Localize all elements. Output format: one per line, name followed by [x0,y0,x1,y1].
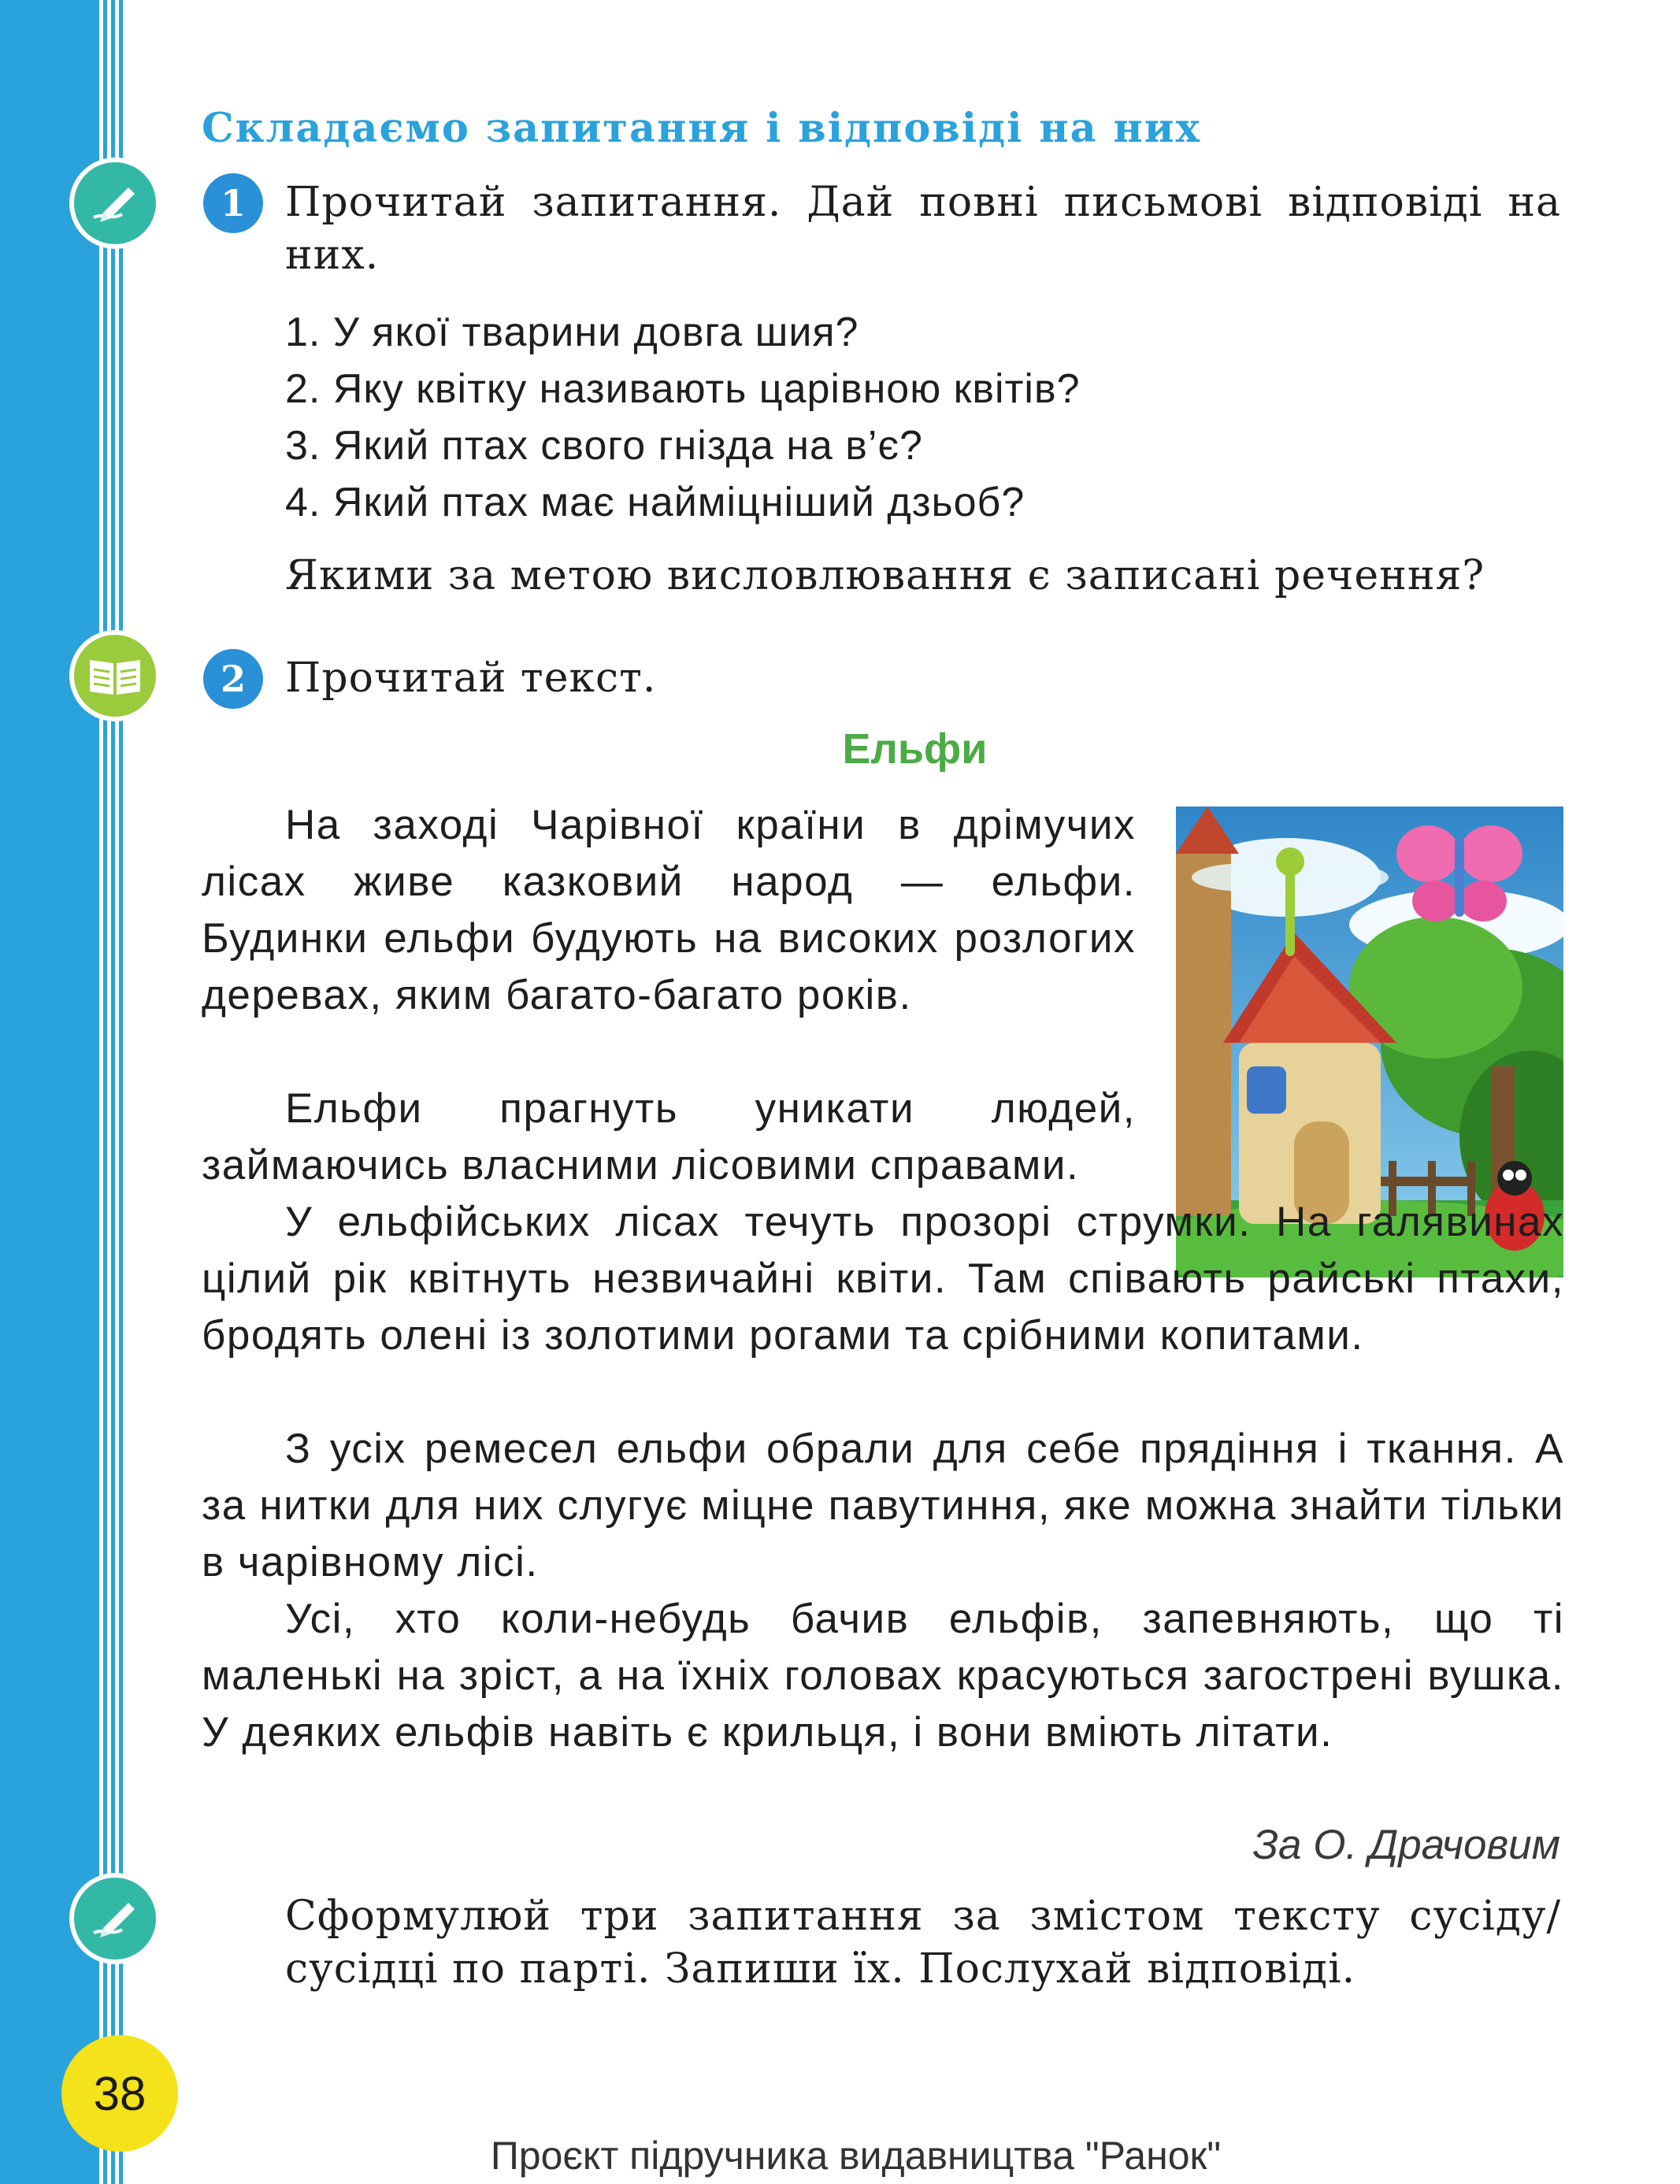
story-paragraph: Усі, хто коли-небудь бачив ельфів, запевняють, що ті маленькі на зріст, а на їхніх головах красуються загострені вушка. У деяких ельфів навіть є крильця, і вони вміють літати. [202,1596,1564,1756]
task3-instruction: Сформулюй три запитання за змістом тексту сусіду/сусідці по парті. Запиши їх. Послухай відповіді. [285,1893,1561,1993]
pen-writing-icon [69,158,161,249]
list-item: 3. Який птах свого гнізда на в’є? [285,423,923,469]
footer-note: Проєкт підручника видавництва "Ранок" [490,2134,1222,2178]
story-paragraph: Ельфи прагнуть уникати людей, займаючись власними лісовими справами. [202,1085,1136,1188]
story-paragraph: На заході Чарівної країни в дрімучих лісах живе казковий народ — ельфи. Будинки ельфи будують на високих розлогих деревах, яким багато-багато років. [202,802,1136,1018]
sidebar-band [0,0,95,2184]
open-book-icon [69,630,161,721]
task1-followup: Якими за метою висловлювання є записані речення? [285,552,1485,599]
list-item: 4. Який птах має найміцніший дзьоб? [285,480,1025,525]
list-item: 2. Яку квітку називають царівною квітів? [285,366,1081,412]
section-title: Складаємо запитання і відповіді на них [202,105,1201,152]
page-number: 38 [61,2035,178,2152]
sidebar-stripes [95,0,127,2184]
task-number-badge: 1 [203,173,263,233]
list-item: 1. У якої тварини довга шия? [285,310,859,355]
story-paragraph: У ельфійських лісах течуть прозорі струмки. На галявинах цілий рік квітнуть незвичайні квіти. Там співають райські птахи, бродять олені із золотими рогами та срібними копитами. [202,1199,1564,1359]
task-number-badge: 2 [203,649,263,709]
story-title: Ельфи [842,725,988,773]
task2-instruction: Прочитай текст. [285,654,657,702]
story-paragraph: З усіх ремесел ельфи обрали для себе прядіння і ткання. А за нитки для них слугує міцне павутиння, яке можна знайти тільки в чарівному лісі. [202,1426,1564,1585]
pen-writing-icon [69,1873,161,1964]
question-list [285,304,1081,531]
task1-instruction: Прочитай запитання. Дай повні письмові відповіді на них. [285,179,1561,279]
story-attribution: За О. Драчовим [1252,1822,1560,1868]
